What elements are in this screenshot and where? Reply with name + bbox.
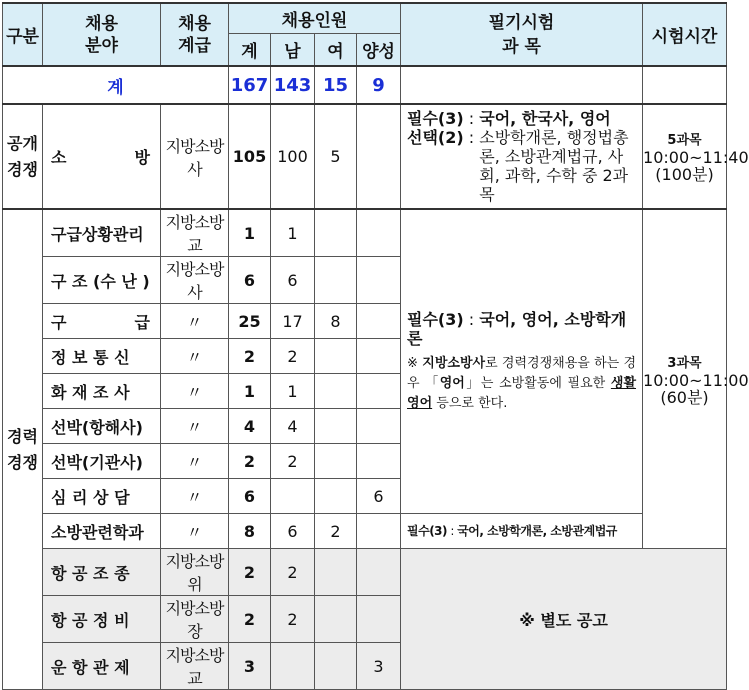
header-division: 구분	[3, 3, 43, 66]
career-female	[315, 479, 357, 514]
career-total: 2	[229, 339, 271, 374]
career-female	[315, 444, 357, 479]
header-total: 계	[229, 33, 271, 66]
career-total: 2	[229, 549, 271, 596]
career-field: 구 조 (수 난 )	[43, 257, 161, 304]
open-category: 공개 경쟁	[3, 104, 43, 209]
career-male: 2	[271, 596, 315, 643]
career-total: 25	[229, 304, 271, 339]
total-label: 계	[3, 66, 229, 104]
open-rank: 지방소방사	[161, 104, 229, 209]
career-equal	[357, 596, 401, 643]
career-field: 항 공 조 종	[43, 549, 161, 596]
career-rank: 지방소방교	[161, 643, 229, 690]
career-equal	[357, 409, 401, 444]
career-rank: 지방소방장	[161, 596, 229, 643]
career-equal	[357, 257, 401, 304]
total-equal: 9	[357, 66, 401, 104]
career-male: 1	[271, 374, 315, 409]
header-rank: 채용 계급	[161, 3, 229, 66]
career-exam-subjects: 필수(3) : 국어, 영어, 소방학개론 ※ 지방소방사로 경력경쟁채용을 하는 경우 「영어」는 소방활동에 필요한 생활영어 등으로 한다.	[401, 209, 643, 514]
open-equal	[357, 104, 401, 209]
career-rank: 〃	[161, 514, 229, 549]
open-female: 5	[315, 104, 357, 209]
header-exam: 필기시험 과 목	[401, 3, 643, 66]
career-equal	[357, 514, 401, 549]
career-field: 소방관련학과	[43, 514, 161, 549]
open-row	[3, 104, 727, 209]
career-rank: 〃	[161, 374, 229, 409]
open-total: 105	[229, 104, 271, 209]
career-field: 구 급	[43, 304, 161, 339]
career-equal	[357, 549, 401, 596]
career-male: 2	[271, 444, 315, 479]
career-male: 2	[271, 339, 315, 374]
career-rank: 지방소방위	[161, 549, 229, 596]
career-male: 1	[271, 209, 315, 257]
open-exam-time: 5과목 10:00~11:40 (100분)	[643, 104, 727, 209]
career-rank: 〃	[161, 304, 229, 339]
career-total: 1	[229, 374, 271, 409]
career-field: 운 항 관 제	[43, 643, 161, 690]
career-male: 2	[271, 549, 315, 596]
career-female	[315, 374, 357, 409]
career-rank: 〃	[161, 409, 229, 444]
career-field: 정 보 통 신	[43, 339, 161, 374]
career-male: 4	[271, 409, 315, 444]
career-dept-exam: 필수(3) : 국어, 소방학개론, 소방관계법규	[401, 514, 643, 549]
total-sum: 167	[229, 66, 271, 104]
career-total: 8	[229, 514, 271, 549]
career-rank: 〃	[161, 479, 229, 514]
career-total: 6	[229, 479, 271, 514]
career-exam-time: 3과목 10:00~11:00 (60분)	[643, 209, 727, 549]
header-female: 여	[315, 33, 357, 66]
career-female: 8	[315, 304, 357, 339]
career-female	[315, 643, 357, 690]
career-rank: 지방소방교	[161, 209, 229, 257]
career-field: 항 공 정 비	[43, 596, 161, 643]
career-category: 경력 경쟁	[3, 209, 43, 690]
career-equal	[357, 209, 401, 257]
separate-notice: ※ 별도 공고	[401, 549, 727, 690]
career-total: 1	[229, 209, 271, 257]
career-female	[315, 339, 357, 374]
career-female	[315, 257, 357, 304]
career-male: 17	[271, 304, 315, 339]
header-equal: 양성	[357, 33, 401, 66]
career-equal	[357, 339, 401, 374]
career-rank: 지방소방사	[161, 257, 229, 304]
career-male: 6	[271, 514, 315, 549]
career-female	[315, 209, 357, 257]
career-field: 화 재 조 사	[43, 374, 161, 409]
total-male: 143	[271, 66, 315, 104]
career-female	[315, 409, 357, 444]
open-male: 100	[271, 104, 315, 209]
career-rank: 〃	[161, 444, 229, 479]
career-equal: 3	[357, 643, 401, 690]
career-total: 3	[229, 643, 271, 690]
career-rank: 〃	[161, 339, 229, 374]
total-row	[3, 66, 727, 104]
career-total: 2	[229, 596, 271, 643]
career-female	[315, 549, 357, 596]
header-field: 채용 분야	[43, 3, 161, 66]
career-field: 선박(기관사)	[43, 444, 161, 479]
career-equal	[357, 374, 401, 409]
recruitment-table	[2, 2, 749, 690]
career-female: 2	[315, 514, 357, 549]
career-equal	[357, 304, 401, 339]
career-total: 6	[229, 257, 271, 304]
career-equal	[357, 444, 401, 479]
career-equal: 6	[357, 479, 401, 514]
header-time: 시험시간	[643, 3, 727, 66]
career-field: 구급상황관리	[43, 209, 161, 257]
header-male: 남	[271, 33, 315, 66]
total-female: 15	[315, 66, 357, 104]
career-total: 2	[229, 444, 271, 479]
open-exam-subjects: 필수(3) : 국어, 한국사, 영어 선택(2) : 소방학개론, 행정법총론, 소방관계법규, 사회, 과학, 수학 중 2과목	[401, 104, 643, 209]
career-female	[315, 596, 357, 643]
career-male: 6	[271, 257, 315, 304]
career-total: 4	[229, 409, 271, 444]
career-male	[271, 643, 315, 690]
career-male	[271, 479, 315, 514]
open-field: 소 방	[43, 104, 161, 209]
career-field: 심 리 상 담	[43, 479, 161, 514]
career-field: 선박(항해사)	[43, 409, 161, 444]
header-headcount: 채용인원	[229, 3, 401, 33]
